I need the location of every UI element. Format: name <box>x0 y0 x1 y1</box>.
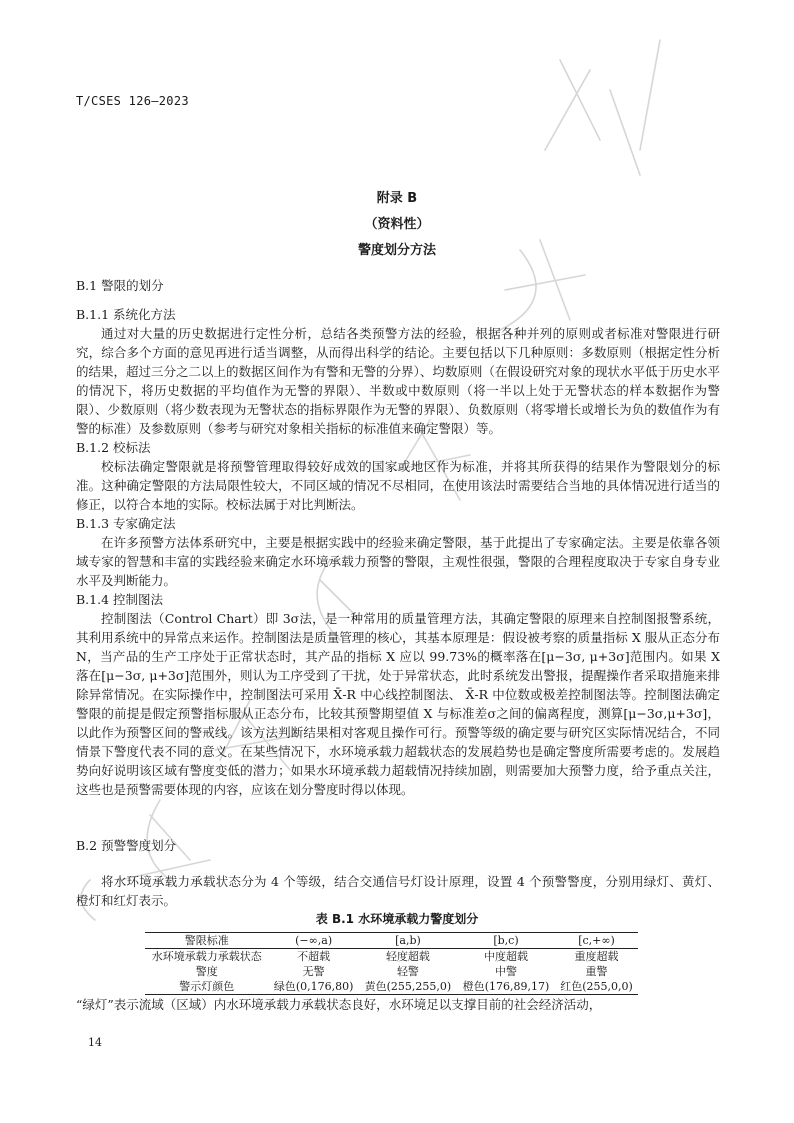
table-title: 表 B.1 水环境承载力警度划分 <box>315 912 479 926</box>
appendix-title: 附录 B <box>376 191 418 206</box>
table-cell: [b,c) <box>457 933 555 949</box>
section-b1-4-heading: B.1.4 控制图法 <box>76 592 164 607</box>
document-code: T/CSES 126—2023 <box>76 94 189 108</box>
table-cell: 中度超载 <box>484 950 528 963</box>
warning-level-table <box>145 932 638 995</box>
section-b1-1-heading: B.1.1 系统化方法 <box>76 307 176 322</box>
appendix-name: 警度划分方法 <box>357 243 436 258</box>
section-b1-body <box>76 305 720 799</box>
table-cell: 黄色(255,255,0) <box>359 979 457 995</box>
table-cell: 重警 <box>585 965 608 978</box>
table-cell: 水环境承载力承载状态 <box>151 950 262 963</box>
section-b2-body <box>76 872 720 910</box>
table-cell: 轻度超载 <box>385 950 430 963</box>
table-cell: 橙色(176,89,17) <box>457 979 555 995</box>
table-cell: [c,+∞) <box>555 933 638 949</box>
section-b1-3-text: 在许多预警方法体系研究中，主要是根据实践中的经验来确定警限，基于此提出了专家确定法。主要是依靠各领域专家的智慧和丰富的实践经验来确定水环境承载力预警的警限，主观性很强，警限的合理程度取决于专家自身专业水平及判断能力。 <box>76 535 720 588</box>
page-number: 14 <box>88 1036 102 1049</box>
table-row <box>145 933 638 949</box>
table-cell: 轻警 <box>396 965 419 978</box>
section-b1-2-heading: B.1.2 校标法 <box>76 440 151 455</box>
table-cell: 中警 <box>495 965 517 978</box>
section-b1-3-heading: B.1.3 专家确定法 <box>76 516 176 531</box>
section-b2-heading: B.2 预警警度划分 <box>76 838 177 853</box>
section-b1-1-text: 通过对大量的历史数据进行定性分析，总结各类预警方法的经验，根据各种并列的原则或者标准对警限进行研究，综合多个方面的意见再进行适当调整，从而得出科学的结论。主要包括以下几种原则：多数原则（根据定性分析的结果，超过三分之二以上的数据区间作为有警和无警的分界）、均数原则（在假设研究对象的现状水平低于历史水平的情况下，将历史数据的平均值作为无警的界限）、半数或中数原则（将一半以上处于无警状态的样本数据作为警限）、少数原则（将少数表现为无警状态的指标界限作为无警的界限）、负数原则（将零增长或增长为负的数值作为有警的标准）及参数原则（参考与研究对象相关指标的标准值来确定警限）等。 <box>76 326 720 436</box>
table-cell: 重度超载 <box>574 950 619 963</box>
table-cell: 警示灯颜色 <box>145 979 268 995</box>
table-row <box>145 949 638 965</box>
section-b2-text: 将水环境承载力承载状态分为 4 个等级，结合交通信号灯设计原理，设置 4 个预警警度，分别用绿灯、黄灯、橙灯和红灯表示。 <box>76 874 720 908</box>
continuation-text: “绿灯”表示流域（区域）内水环境承载力承载状态良好，水环境足以支撑目前的社会经济活动， <box>76 997 602 1012</box>
table-row <box>145 964 638 979</box>
table-cell: [a,b) <box>359 933 457 949</box>
table-cell: 警度 <box>195 965 218 978</box>
section-b1-4-text: 控制图法（Control Chart）即 3σ法，是一种常用的质量管理方法，其确定警限的原理来自控制图报警系统，其利用系统中的异常点来运作。控制图法是质量管理的核心，其基本原理是：假设被考察的质量指标 X 服从正态分布 N，当产品的生产工序处于正常状态时，其产品的指标 X 应以 99.73%的概率落在[μ−3σ, μ+3σ]范围内。如果 X 落在[μ−3σ, μ+3σ]范围外，则认为工序受到了干扰，处于异常状态，此时系统发出警报，提醒操作者采取措施来排除异常情况。在实际操作中，控制图法可采用 X̄-R 中心线控制图法、 X̄-R 中位数或极差控制图法等。控制图法确定警限的前提是假定预警指标服从正态分布，比较其预警期望值 X 与标准差σ之间的偏离程度，测算[μ−3σ,μ+3σ]，以此作为预警区间的警戒线。该方法判断结果相对客观且操作可行。预警等级的确定要与研究区实际情况结合，不同情景下警度代表不同的意义。在某些情况下，水环境承载力超载状态的发展趋势也是确定警度所需要考虑的。发展趋势向好说明该区域有警度变低的潜力；如果水环境承载力超载情况持续加剧，则需要加大预警力度，给予重点关注，这些也是预警需要体现的内容，应该在划分警度时得以体现。 <box>76 611 720 797</box>
table-cell: 不超载 <box>297 950 331 963</box>
section-b1-2-text: 校标法确定警限就是将预警管理取得较好成效的国家或地区作为标准，并将其所获得的结果作为警限划分的标准。这种确定警限的方法局限性较大，不同区域的情况不尽相同，在使用该法时需要结合当地的具体情况进行适当的修正，以符合本地的实际。校标法属于对比判断法。 <box>76 459 720 512</box>
table-cell: 无警 <box>302 965 325 978</box>
table-cell: (−∞,a) <box>268 933 358 949</box>
table-cell: 绿色(0,176,80) <box>268 979 358 995</box>
table-cell: 红色(255,0,0) <box>555 979 638 995</box>
appendix-nature: （资料性） <box>364 217 430 232</box>
table-row <box>145 979 638 995</box>
table-cell: 警限标准 <box>145 933 268 949</box>
section-b1-heading: B.1 警限的划分 <box>76 278 164 293</box>
